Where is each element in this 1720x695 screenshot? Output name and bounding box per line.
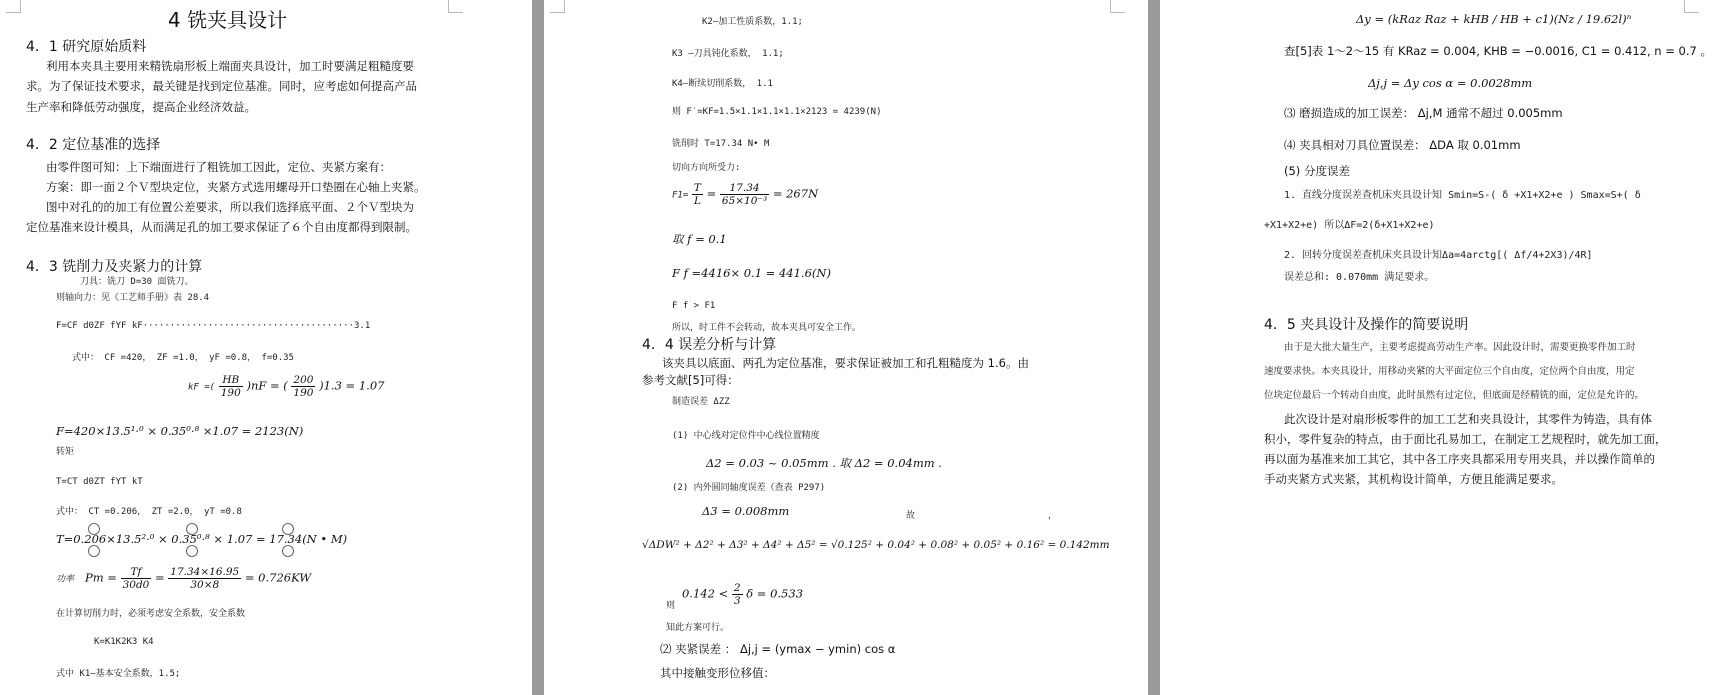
paragraph-line: 生产率和降低劳动强度，提高企业经济效益。 <box>26 100 256 114</box>
edit-marker <box>186 523 198 535</box>
paragraph-line: 由于是大批大量生产，主要考虑提高劳动生产率。因此设计时，需要更换零件加工时 <box>1284 342 1636 353</box>
fraction <box>692 182 703 207</box>
text-line: 所以，时工件不会转动，故本夹具可安全工作。 <box>672 323 862 333</box>
formula: Δ2 = 0.03 ~ 0.05mm . 取 Δ2 = 0.04mm . <box>706 456 942 470</box>
denominator: 190 <box>293 387 314 399</box>
edit-marker <box>88 523 100 535</box>
text-line: 查[5]表 1～2～15 有 KRaz = 0.004, KHB = −0.0016, C1 = 0.412, n = 0.7 。 <box>1284 44 1712 58</box>
formula-part: 0.142 < <box>682 586 732 601</box>
text-line: 其中接触变形位移值： <box>660 666 775 680</box>
text-line: 式中： CF =420， ZF =1.0， yF =0.8， f=0.35 <box>72 353 294 363</box>
formula-kf <box>188 374 384 399</box>
formula-inequality <box>682 582 803 607</box>
denominator: 30×8 <box>190 579 220 591</box>
paragraph-line: 此次设计是对扇形板零件的加工工艺和夹具设计，其零件为铸造，具有体 <box>1284 412 1652 426</box>
text-line: 切向方向所受力: <box>672 163 741 173</box>
fraction <box>219 374 243 399</box>
numerator: 17.34 <box>720 182 769 195</box>
edit-marker <box>88 545 100 557</box>
text-line: 铣削时 T=17.34 N• M <box>672 139 770 149</box>
text-line: (1) 中心线对定位件中心线位置精度 <box>672 431 820 441</box>
formula: F=420×13.5¹·⁰ × 0.35⁰·⁸ ×1.07 = 2123(N) <box>56 424 304 438</box>
text-line: ， <box>1048 511 1058 521</box>
text-line: 则 <box>666 601 676 611</box>
paragraph-line: 手动夹紧方式夹紧，其机构设计简单，方便且能满足要求。 <box>1264 472 1563 486</box>
paragraph-line: 由零件图可知：上下端面进行了粗铣加工因此，定位、夹紧方案有： <box>46 160 391 174</box>
formula: 取 f = 0.1 <box>672 232 727 246</box>
formula-part: )1.3 = 1.07 <box>319 378 385 393</box>
fraction <box>121 566 152 591</box>
formula: Δj,j = Δy cos α = 0.0028mm <box>1368 76 1533 90</box>
denominator: 190 <box>220 387 241 399</box>
formula-part: )nF = ( <box>246 378 288 393</box>
text-line: (5) 分度误差 <box>1284 164 1350 178</box>
formula-part: = 0.726KW <box>244 570 312 585</box>
text-line: (2) 内外圆同轴度误差（查表 P297) <box>672 483 826 493</box>
denominator: 65×10⁻³ <box>721 195 768 207</box>
fraction <box>168 566 241 591</box>
formula: T=0.206×13.5²·⁰ × 0.35⁰·⁸ × 1.07 = 17.34(N • M) <box>56 532 348 546</box>
text-line: 刀具：铣刀 D=30 面铣刀。 <box>80 277 194 287</box>
fraction <box>732 582 743 607</box>
paragraph-line: 求。为了保证技术要求，最关键是找到定位基准。同时，应考虑如何提高产品 <box>26 79 417 93</box>
text-line: K2—加工性质系数，1.1; <box>702 17 803 27</box>
crop-mark <box>1684 0 1699 13</box>
numerator: 2 <box>733 582 741 594</box>
numerator: T <box>693 182 701 194</box>
text-line: 故 <box>906 511 916 521</box>
formula-part: Pm = <box>84 570 117 585</box>
formula: K=K1K2K3 K4 <box>94 637 154 647</box>
denominator: 30d0 <box>122 579 150 591</box>
crop-mark <box>448 0 463 13</box>
document-page-2 <box>544 0 1148 695</box>
text-line: 在计算切削力时，必须考虑安全系数，安全系数 <box>56 609 246 619</box>
formula: F f =4416× 0.1 = 441.6(N) <box>672 266 831 280</box>
text-line: 知此方案可行。 <box>666 623 730 633</box>
formula: Δy = (kRaz Raz + kHB / HB + c1)(Nz / 19.62l)ⁿ <box>1356 12 1632 26</box>
formula: 则 F′=KF=1.5×1.1×1.1×1.1×2123 = 4239(N) <box>672 107 882 117</box>
text-line: K4—断续切削系数， 1.1 <box>672 79 773 89</box>
text-line: 2. 回转分度误差查机床夹具设计知Δa=4arctg[( Δf/4+2X3)/4R] <box>1284 250 1593 261</box>
edit-marker <box>282 545 294 557</box>
text-line: 制造误差 ΔZZ <box>672 397 730 407</box>
formula-part: = 267N <box>772 186 819 201</box>
section-heading: 4．2 定位基准的选择 <box>26 137 161 153</box>
text-line: ⑷ 夹具相对刀具位置误差： ΔDA 取 0.01mm <box>1284 138 1521 152</box>
formula-part: δ = 0.533 <box>746 586 804 601</box>
text-line: 则轴向力：见《工艺师手册》表 28.4 <box>56 293 210 303</box>
fraction <box>720 182 769 207</box>
formula-root-sum: √ΔDW² + Δ2² + Δ3² + Δ4² + Δ5² = √0.125² + 0.04² + 0.08² + 0.05² + 0.16² = 0.142mm <box>642 539 1110 551</box>
formula-part: F1= <box>672 190 689 201</box>
text-line: 1. 直线分度误差查机床夹具设计知 Smin=S-( δ +X1+X2+e ) Smax=S+( δ <box>1284 190 1641 201</box>
text-line: 转矩 <box>56 447 75 457</box>
document-page-3 <box>1160 0 1720 695</box>
text-line: 式中 K1—基本安全系数，1.5; <box>56 669 181 679</box>
text-line: 误差总和: 0.070mm 满足要求。 <box>1284 272 1435 283</box>
paragraph-line: 再以面为基准来加工其它，其中各工序夹具都采用专用夹具，并以操作简单的 <box>1264 452 1655 466</box>
denominator: 3 <box>733 595 741 607</box>
edit-marker <box>186 545 198 557</box>
paragraph-line: 位块定位最后一个转动自由度，此时虽然有过定位，但底面是经精铣的面，定位是允许的。 <box>1264 390 1645 401</box>
text-line: 式中： CT =0.206， ZT =2.0， yT =0.8 <box>56 507 242 517</box>
text-line: F f > F1 <box>672 301 716 311</box>
crop-mark <box>6 0 21 13</box>
paragraph-line: 利用本夹具主要用来精铣扇形板上端面夹具设计，加工时要满足粗糙度要 <box>46 59 414 73</box>
numerator: 17.34×16.95 <box>170 566 240 578</box>
denominator: L <box>693 195 701 207</box>
paragraph-line: 方案：即一面２个Ｖ型块定位，夹紧方式选用螺母开口垫圈在心轴上夹紧。 <box>46 180 426 194</box>
section-heading: 4．4 误差分析与计算 <box>642 337 777 353</box>
edit-marker <box>282 523 294 535</box>
paragraph-line: 参考文献[5]可得： <box>642 373 739 387</box>
paragraph-line: 速度要求快。本夹具设计，用移动夹紧的大平面定位三个自由度，定位两个自由度，用定 <box>1264 366 1635 377</box>
section-heading: 4．5 夹具设计及操作的简要说明 <box>1264 317 1469 333</box>
formula-part: 功率 <box>56 574 75 585</box>
formula: T=CT d0ZT fYT kT <box>56 477 143 487</box>
text-line: ⑶ 磨损造成的加工误差： Δj,M 通常不超过 0.005mm <box>1284 106 1563 120</box>
formula-power: 功率 Pm = $\frac{Tf}{30d0}$ = $\frac{17.34\times 16.95}{30\times 8}$ = 0.726KW <box>56 566 312 591</box>
crop-mark <box>1110 0 1125 13</box>
numerator: Tf <box>121 566 152 579</box>
text-line: +X1+X2+e) 所以ΔF=2(δ+X1+X2+e) <box>1264 220 1435 231</box>
paragraph-line: 该夹具以底面、两孔为定位基准，要求保证被加工和孔粗糙度为 1.6。由 <box>662 356 1029 370</box>
formula: F=CF d0ZF fYF kF·······································3.1 <box>56 321 371 331</box>
formula: ⑵ 夹紧误差 ： Δj,j = (ymax − ymin) cos α <box>660 642 896 656</box>
formula-part: kF =( <box>188 382 216 393</box>
formula-f1: F1= $\frac{T}{L}$ = $\frac{17.34}{\text{65×10⁻³}}$ = 267N <box>672 182 819 207</box>
section-heading: 4．3 铣削力及夹紧力的计算 <box>26 259 203 275</box>
section-heading: 4．1 研究原始质料 <box>26 39 147 55</box>
crop-mark <box>550 0 565 13</box>
numerator: 200 <box>293 374 314 386</box>
chapter-title: 4 铣夹具设计 <box>168 8 288 32</box>
paragraph-line: 积小，零件复杂的特点，由于面比孔易加工，在制定工艺规程时，就先加工面， <box>1264 432 1667 446</box>
fraction <box>291 374 315 399</box>
formula: Δ3 = 0.008mm <box>702 504 790 518</box>
paragraph-line: 定位基准来设计模具，从而满足孔的加工要求保证了６个自由度都得到限制。 <box>26 220 417 234</box>
document-page-1 <box>0 0 532 695</box>
numerator: HB <box>219 374 243 387</box>
text-line: K3 —刀具钝化系数， 1.1; <box>672 49 784 59</box>
paragraph-line: 图中对孔的的加工有位置公差要求，所以我们选择底平面、２个Ｖ型块为 <box>46 200 414 214</box>
